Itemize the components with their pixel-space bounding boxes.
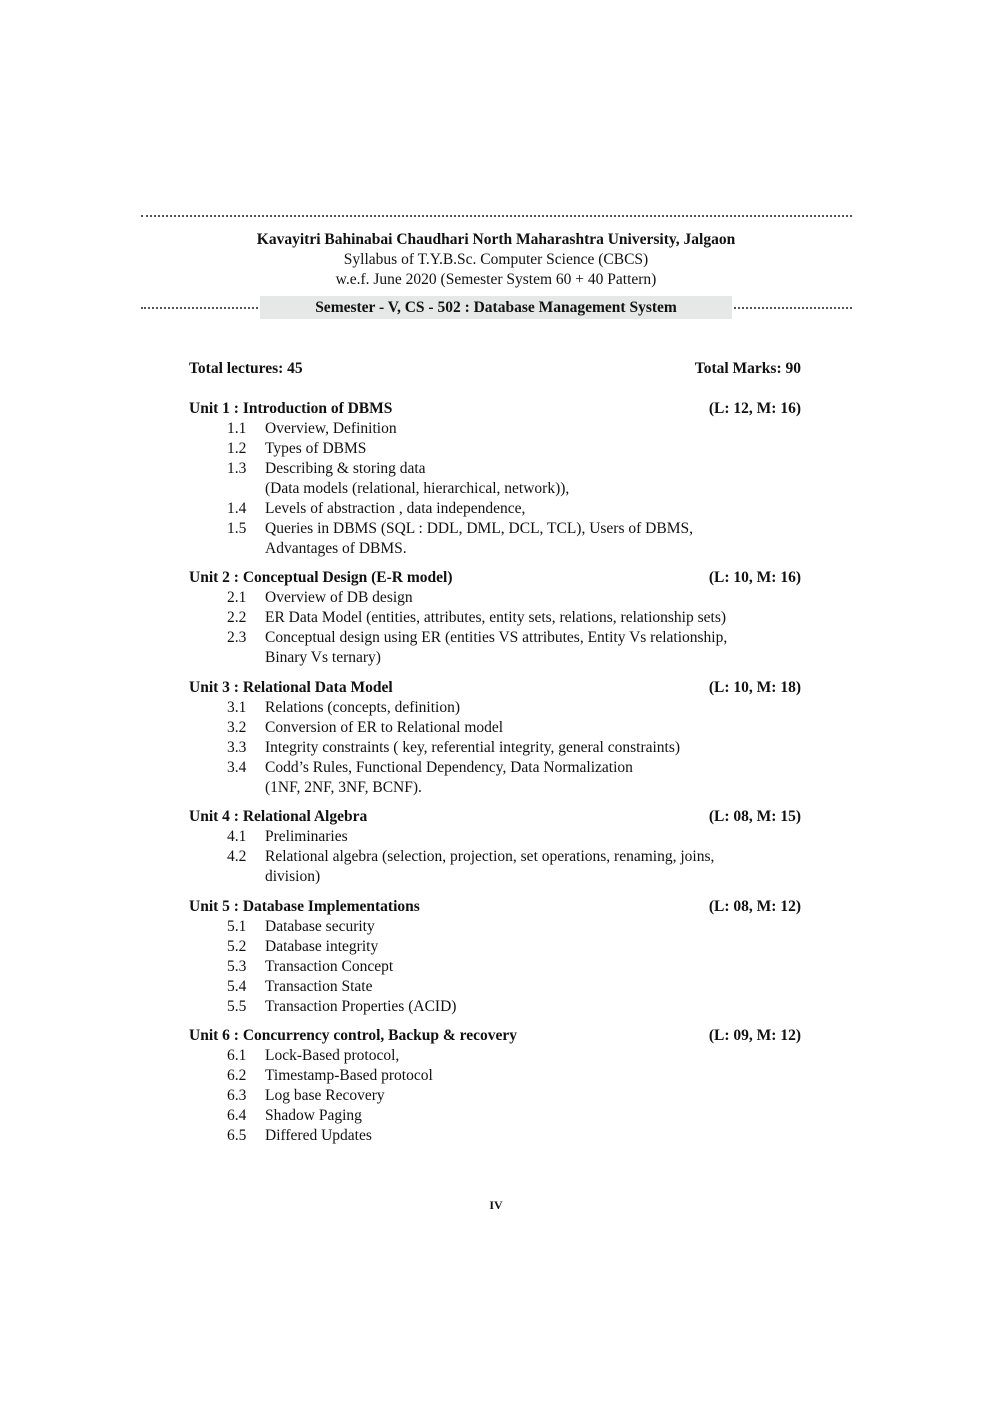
- topic-number: 6.3: [227, 1087, 247, 1104]
- unit-title: Unit 4 : Relational Algebra: [189, 808, 368, 825]
- topic-text: Timestamp-Based protocol: [265, 1067, 433, 1084]
- syllabus-title: Syllabus of T.Y.B.Sc. Computer Science (CBCS): [343, 251, 649, 268]
- topic-number: 2.1: [227, 589, 247, 606]
- topic-number: 1.4: [227, 500, 247, 517]
- unit-section: [189, 568, 801, 668]
- unit-section: [189, 1026, 801, 1146]
- topic-item: [189, 997, 801, 1017]
- topic-item: [189, 758, 801, 798]
- topic-number: 1.5: [227, 520, 247, 537]
- topic-text: Conceptual design using ER (entities VS attributes, Entity Vs relationship, Binary Vs ternary): [265, 629, 728, 666]
- topic-text: Database security: [265, 918, 375, 935]
- topic-number: 5.3: [227, 958, 247, 975]
- topic-text: Differed Updates: [265, 1127, 372, 1144]
- topic-number: 1.3: [227, 460, 247, 477]
- topic-item: [189, 957, 801, 977]
- unit-lectures-marks: (L: 12, M: 16): [708, 400, 801, 417]
- university-name: Kavayitri Bahinabai Chaudhari North Maharashtra University, Jalgaon: [256, 231, 736, 248]
- topic-number: 6.5: [227, 1127, 247, 1144]
- topic-item: [189, 439, 801, 459]
- unit-heading: [189, 807, 801, 827]
- topic-item: [189, 977, 801, 997]
- unit-title: Unit 1 : Introduction of DBMS: [189, 400, 393, 417]
- topic-item: [189, 1046, 801, 1066]
- topic-number: 3.2: [227, 719, 247, 736]
- topic-text: Integrity constraints ( key, referential integrity, general constraints): [265, 739, 681, 756]
- totals-row: [189, 359, 801, 379]
- unit-lectures-marks: (L: 10, M: 18): [708, 679, 801, 696]
- unit-heading: [189, 568, 801, 588]
- unit-section: [189, 678, 801, 798]
- topic-text: Relational algebra (selection, projection, set operations, renaming, joins, division): [265, 848, 715, 885]
- topic-text: Overview, Definition: [265, 420, 397, 437]
- topic-number: 2.3: [227, 629, 247, 646]
- topic-text: Levels of abstraction , data independence,: [265, 500, 526, 517]
- topic-text: Queries in DBMS (SQL : DDL, DML, DCL, TCL), Users of DBMS, Advantages of DBMS.: [265, 520, 693, 557]
- topic-number: 1.1: [227, 420, 247, 437]
- unit-lectures-marks: (L: 10, M: 16): [708, 569, 801, 586]
- unit-section: [189, 807, 801, 887]
- topic-text: Codd’s Rules, Functional Dependency, Data Normalization (1NF, 2NF, 3NF, BCNF).: [265, 759, 633, 796]
- topic-number: 6.1: [227, 1047, 247, 1064]
- effective-date: w.e.f. June 2020 (Semester System 60 + 40 Pattern): [335, 271, 657, 288]
- topic-item: [189, 459, 801, 499]
- topic-item: [189, 419, 801, 439]
- dotted-divider: [141, 307, 258, 309]
- dotted-divider: [141, 215, 852, 217]
- unit-title: Unit 6 : Concurrency control, Backup & recovery: [189, 1027, 518, 1044]
- topic-text: Overview of DB design: [265, 589, 413, 606]
- topic-number: 4.1: [227, 828, 247, 845]
- dotted-divider: [734, 307, 852, 309]
- topic-text: Transaction Properties (ACID): [265, 998, 457, 1015]
- unit-lectures-marks: (L: 09, M: 12): [708, 1027, 801, 1044]
- topic-item: [189, 698, 801, 718]
- topic-number: 4.2: [227, 848, 247, 865]
- topic-item: [189, 937, 801, 957]
- unit-section: [189, 897, 801, 1017]
- topic-number: 2.2: [227, 609, 247, 626]
- course-title: Semester - V, CS - 502 : Database Management System: [260, 296, 732, 319]
- topic-text: Describing & storing data (Data models (relational, hierarchical, network)),: [265, 460, 570, 497]
- topic-item: [189, 588, 801, 608]
- unit-heading: [189, 399, 801, 419]
- unit-heading: [189, 1026, 801, 1046]
- topic-item: [189, 738, 801, 758]
- total-marks: Total Marks: 90: [694, 360, 801, 377]
- topic-number: 5.4: [227, 978, 247, 995]
- unit-lectures-marks: (L: 08, M: 15): [708, 808, 801, 825]
- topic-number: 1.2: [227, 440, 247, 457]
- topic-number: 5.5: [227, 998, 247, 1015]
- topic-number: 6.4: [227, 1107, 247, 1124]
- unit-heading: [189, 678, 801, 698]
- topic-item: [189, 1106, 801, 1126]
- total-lectures: Total lectures: 45: [189, 360, 303, 377]
- unit-lectures-marks: (L: 08, M: 12): [708, 898, 801, 915]
- unit-heading: [189, 897, 801, 917]
- topic-number: 3.3: [227, 739, 247, 756]
- unit-title: Unit 2 : Conceptual Design (E-R model): [189, 569, 453, 586]
- topic-text: Conversion of ER to Relational model: [265, 719, 504, 736]
- page-number: IV: [489, 1198, 503, 1212]
- topic-item: [189, 1086, 801, 1106]
- topic-item: [189, 718, 801, 738]
- topic-text: Database integrity: [265, 938, 379, 955]
- topic-item: [189, 917, 801, 937]
- topic-text: Relations (concepts, definition): [265, 699, 460, 716]
- topic-number: 5.1: [227, 918, 247, 935]
- topic-number: 3.1: [227, 699, 247, 716]
- topic-text: ER Data Model (entities, attributes, entity sets, relations, relationship sets): [265, 609, 727, 626]
- topic-text: Transaction Concept: [265, 958, 394, 975]
- topic-text: Preliminaries: [265, 828, 348, 845]
- topic-number: 3.4: [227, 759, 247, 776]
- topic-item: [189, 608, 801, 628]
- topic-item: [189, 827, 801, 847]
- topic-text: Transaction State: [265, 978, 373, 995]
- topic-text: Shadow Paging: [265, 1107, 362, 1124]
- topic-item: [189, 628, 801, 668]
- topic-item: [189, 1066, 801, 1086]
- topic-item: [189, 499, 801, 519]
- topic-item: [189, 519, 801, 559]
- topic-number: 5.2: [227, 938, 247, 955]
- unit-title: Unit 5 : Database Implementations: [189, 898, 420, 915]
- topic-text: Lock-Based protocol,: [265, 1047, 400, 1064]
- unit-section: [189, 399, 801, 559]
- topic-item: [189, 1126, 801, 1146]
- unit-title: Unit 3 : Relational Data Model: [189, 679, 393, 696]
- topic-item: [189, 847, 801, 887]
- topic-text: Types of DBMS: [265, 440, 367, 457]
- topic-number: 6.2: [227, 1067, 247, 1084]
- topic-text: Log base Recovery: [265, 1087, 385, 1104]
